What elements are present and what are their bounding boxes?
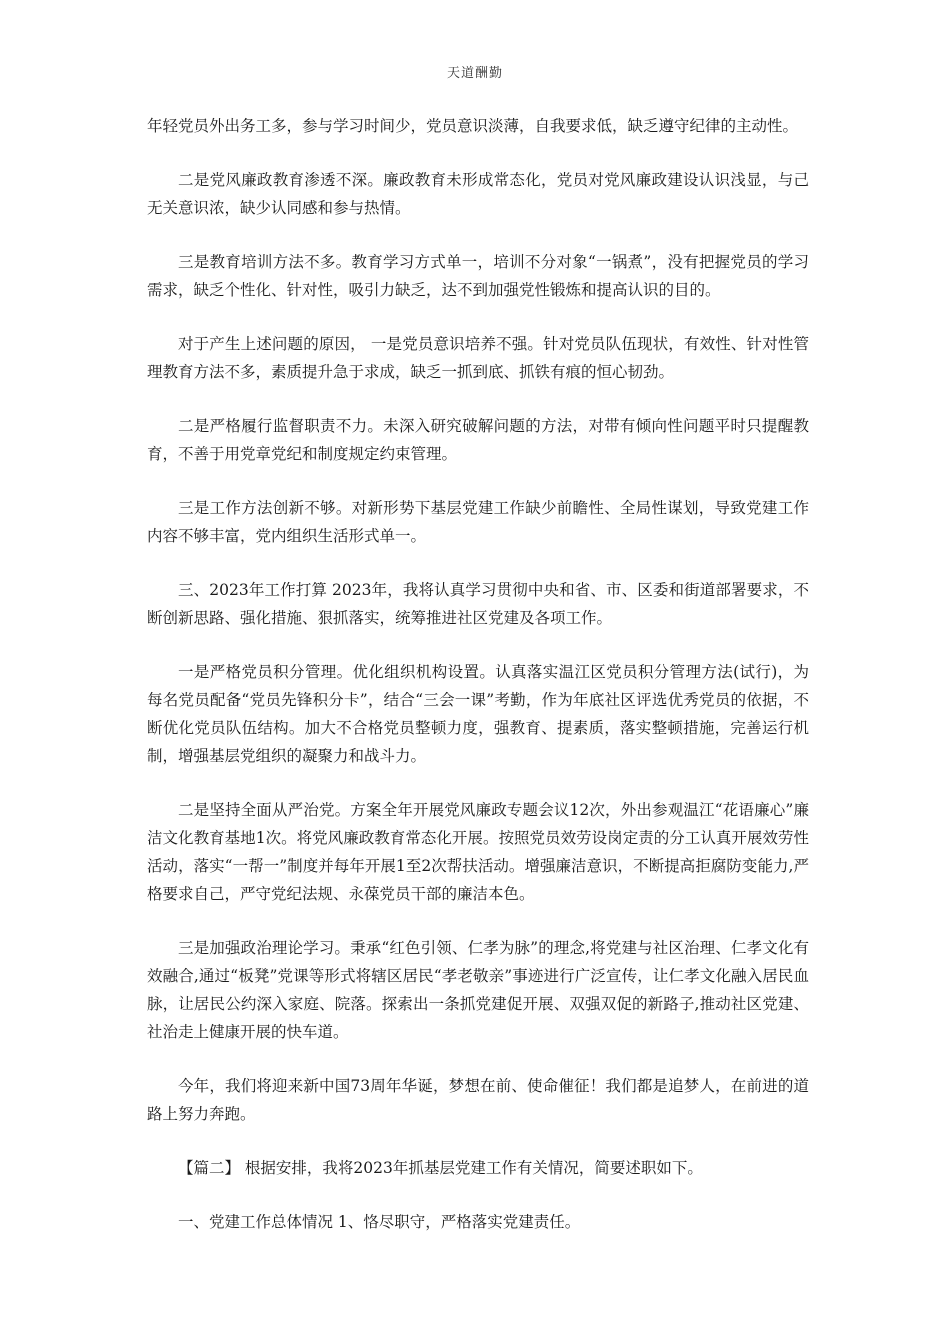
page-header: 天道酬勤 (446, 66, 503, 81)
paragraph: 年轻党员外出务工多，参与学习时间少，党员意识淡薄，自我要求低，缺乏遵守纪律的主动性。 (147, 117, 799, 135)
paragraph: 三是教育培训方法不多。教育学习方式单一，培训不分对象“一锅煮”，没有把握党员的学习需求，缺乏个性化、针对性，吸引力缺乏，达不到加强党性锻炼和提高认识的目的。 (147, 253, 809, 299)
paragraph: 二是坚持全面从严治党。方案全年开展党风廉政专题会议12次，外出参观温江“花语廉心”廉洁文化教育基地1次。将党风廉政教育常态化开展。按照党员效劳设岗定责的分工认真开展效劳性活动，落实“一帮一”制度并每年开展1至2次帮扶活动。增强廉洁意识，不断提高拒腐防变能力,严格要求自己，严守党纪法规、永葆党员干部的廉洁本色。 (147, 801, 809, 903)
paragraph: 二是严格履行监督职责不力。未深入研究破解问题的方法，对带有倾向性问题平时只提醒教育，不善于用党章党纪和制度规定约束管理。 (147, 417, 809, 463)
paragraph: 三是工作方法创新不够。对新形势下基层党建工作缺少前瞻性、全局性谋划，导致党建工作内容不够丰富，党内组织生活形式单一。 (147, 499, 809, 545)
paragraph: 三、2023年工作打算 2023年，我将认真学习贯彻中央和省、市、区委和街道部署要求，不断创新思路、强化措施、狠抓落实，统筹推进社区党建及各项工作。 (147, 581, 809, 627)
paragraph: 对于产生上述问题的原因， 一是党员意识培养不强。针对党员队伍现状，有效性、针对性管理教育方法不多，素质提升急于求成，缺乏一抓到底、抓铁有痕的恒心韧劲。 (147, 335, 809, 381)
paragraph: 二是党风廉政教育渗透不深。廉政教育未形成常态化，党员对党风廉政建设认识浅显，与己无关意识浓，缺少认同感和参与热情。 (147, 171, 809, 217)
paragraph: 三是加强政治理论学习。秉承“红色引领、仁孝为脉”的理念,将党建与社区治理、仁孝文化有效融合,通过“板凳”党课等形式将辖区居民“孝老敬亲”事迹进行广泛宣传，让仁孝文化融入居民血脉，让居民公约深入家庭、院落。探索出一条抓党建促开展、双强双促的新路子,推动社区党建、社治走上健康开展的快车道。 (147, 939, 809, 1041)
paragraph: 今年，我们将迎来新中国73周年华诞，梦想在前、使命催征！我们都是追梦人，在前进的道路上努力奔跑。 (147, 1077, 809, 1123)
paragraph: 一、党建工作总体情况 1、恪尽职守，严格落实党建责任。 (178, 1213, 581, 1231)
paragraph: 【篇二】 根据安排，我将2023年抓基层党建工作有关情况，简要述职如下。 (178, 1159, 703, 1177)
paragraph: 一是严格党员积分管理。优化组织机构设置。认真落实温江区党员积分管理方法(试行)，为每名党员配备“党员先锋积分卡”，结合“三会一课”考勤，作为年底社区评选优秀党员的依据，不断优化党员队伍结构。加大不合格党员整顿力度，强教育、提素质，落实整顿措施，完善运行机制，增强基层党组织的凝聚力和战斗力。 (147, 663, 809, 765)
document-body (147, 112, 809, 1262)
